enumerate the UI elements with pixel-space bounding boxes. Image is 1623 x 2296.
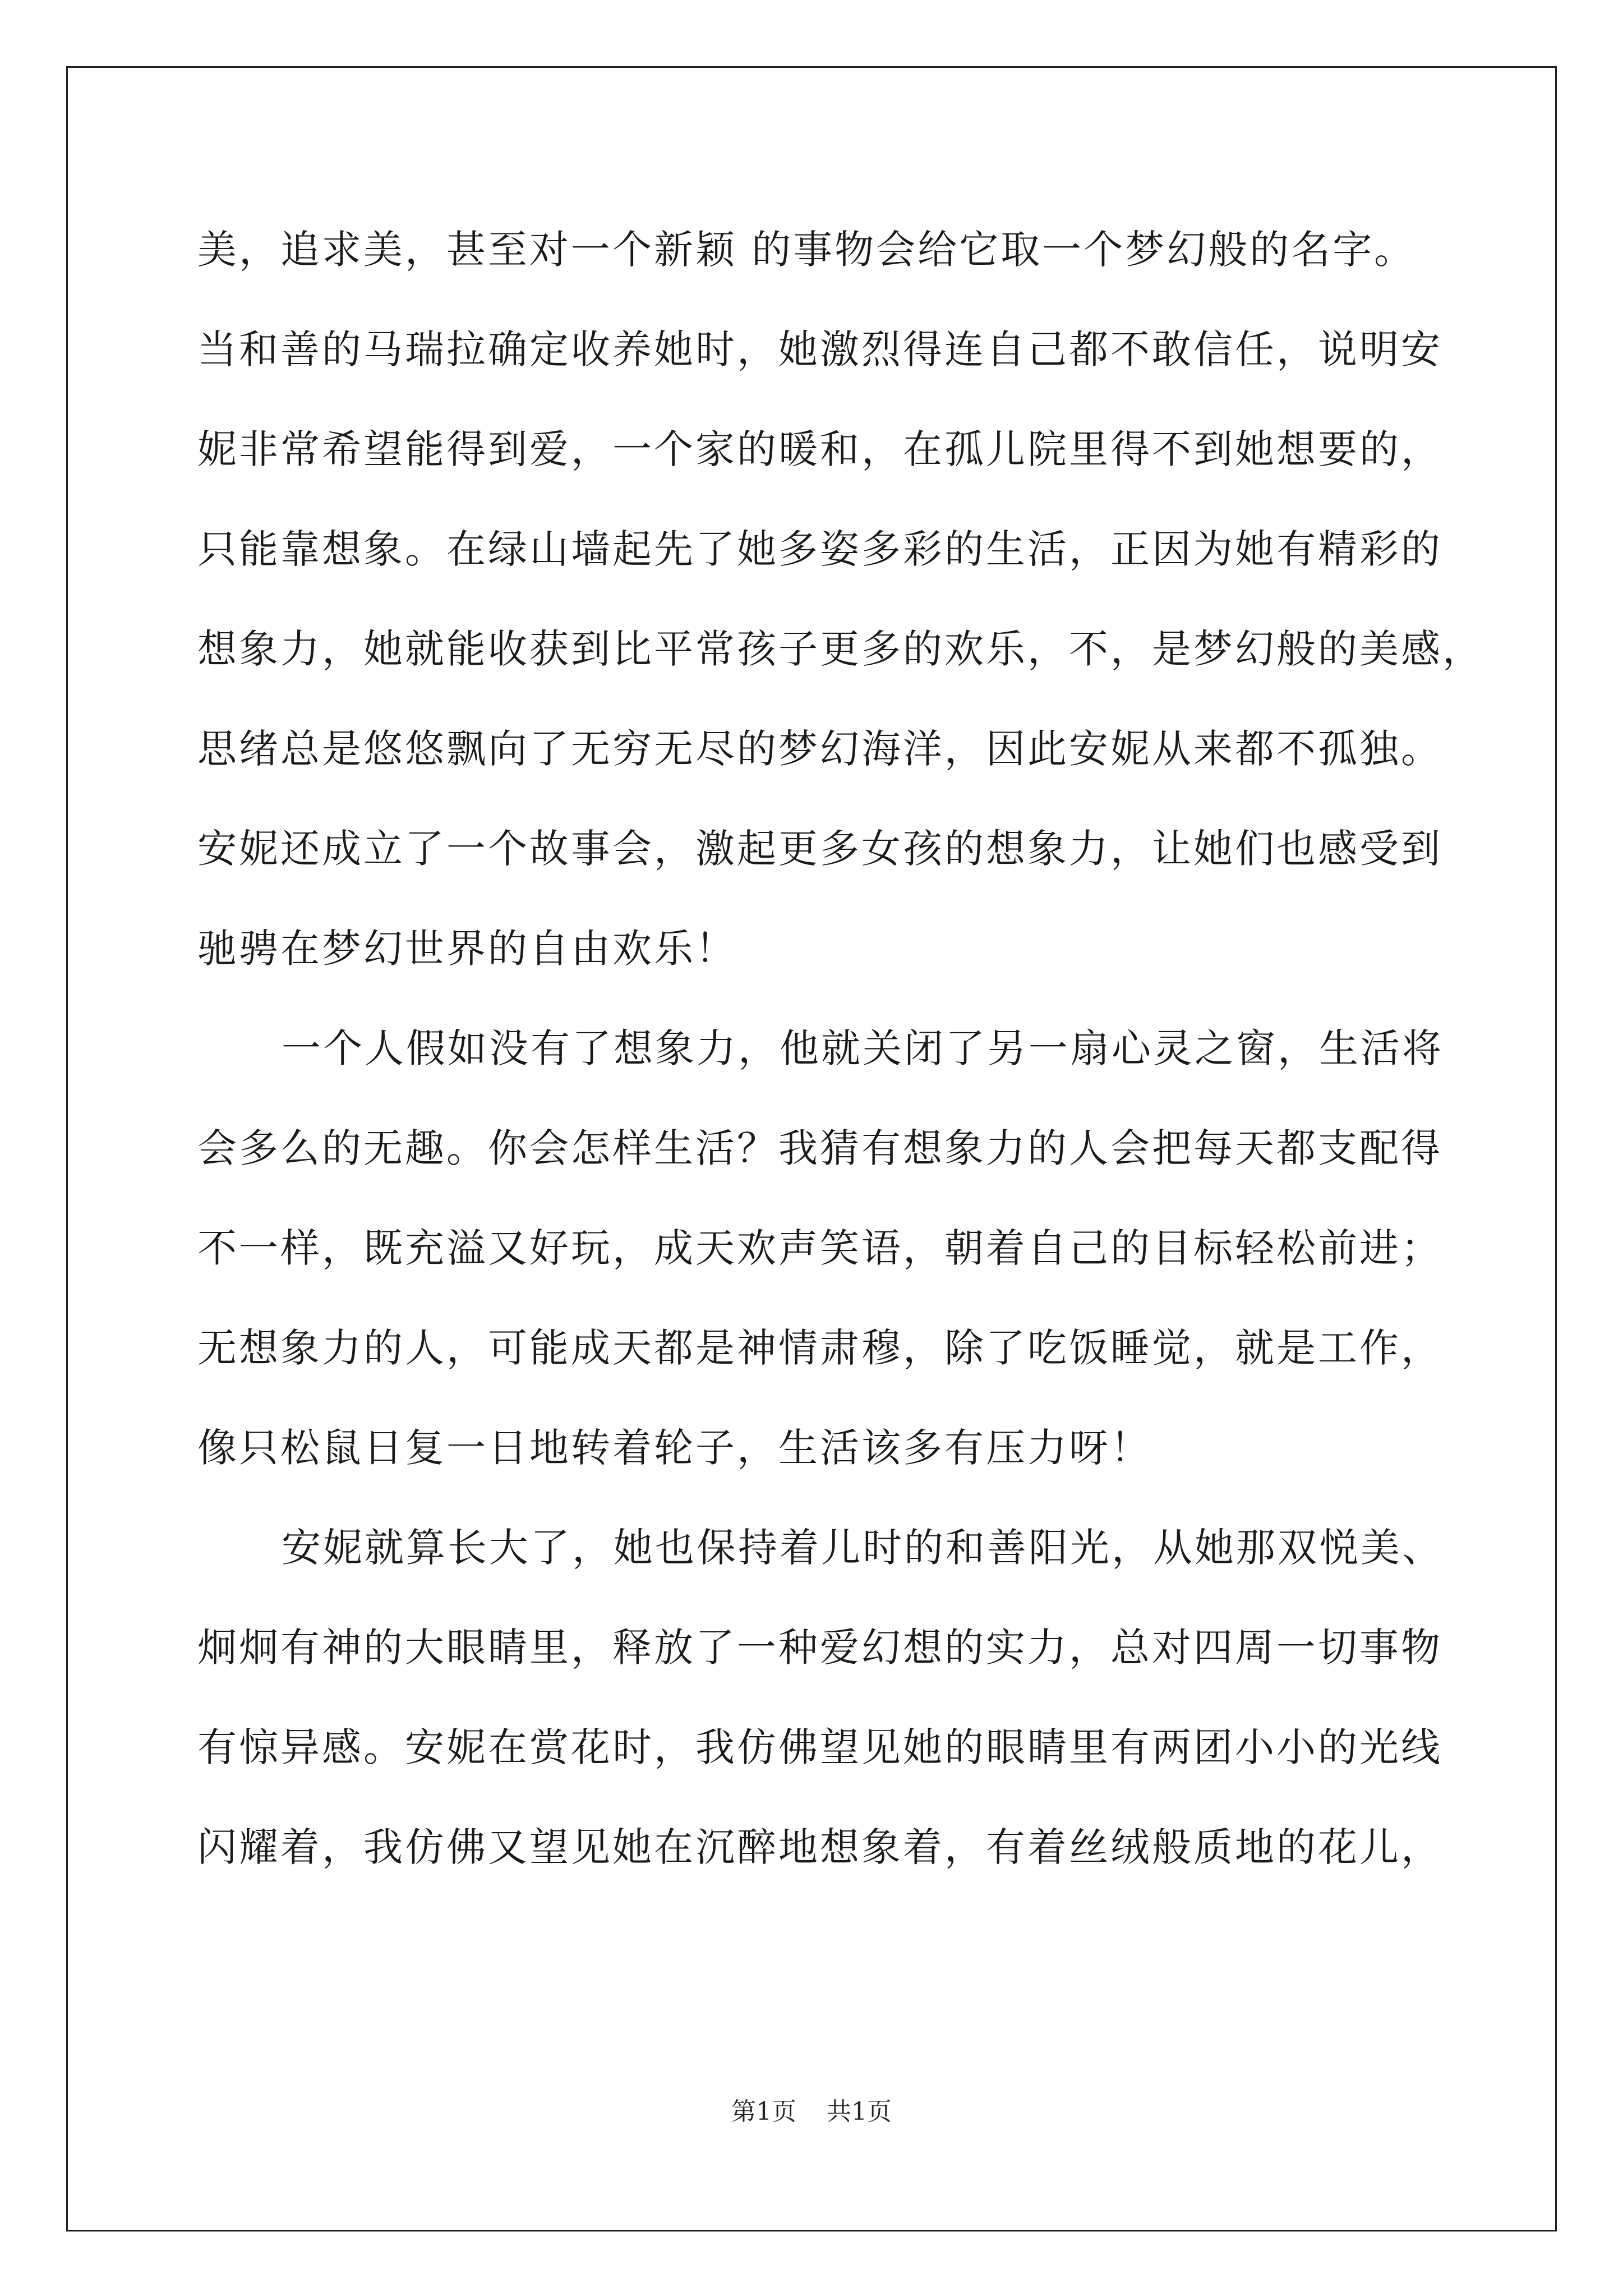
document-body (197, 222, 1484, 1919)
text-line: 美，追求美，甚至对一个新颖 的事物会给它取一个梦幻般的名字。 (197, 227, 1416, 273)
text-line: 妮非常希望能得到爱，一个家的暖和，在孤儿院里得不到她想要的， (197, 426, 1442, 472)
text-line: 安妮还成立了一个故事会，激起更多女孩的想象力，让她们也感受到 (197, 826, 1442, 872)
text-line: 当和善的马瑞拉确定收养她时，她激烈得连自己都不敢信任，说明安 (197, 326, 1442, 372)
text-line: 不一样，既充溢又好玩，成天欢声笑语，朝着自己的目标轻松前进； (197, 1225, 1442, 1271)
page-total: 共1页 (827, 2097, 892, 2126)
text-line: 只能靠想象。在绿山墙起先了她多姿多彩的生活，正因为她有精彩的 (197, 526, 1442, 572)
text-line: 思绪总是悠悠飘向了无穷无尽的梦幻海洋，因此安妮从来都不孤独。 (197, 726, 1442, 772)
paragraph-start-line: 一个人假如没有了想象力，他就关闭了另一扇心灵之窗，生活将 (282, 1025, 1444, 1071)
text-line: 想象力，她就能收获到比平常孩子更多的欢乐，不，是梦幻般的美感， (197, 626, 1484, 672)
text-line: 会多么的无趣。你会怎样生活？我猜有想象力的人会把每天都支配得 (197, 1125, 1442, 1171)
text-line: 炯炯有神的大眼睛里，释放了一种爱幻想的实力，总对四周一切事物 (197, 1625, 1442, 1671)
page-footer (0, 2091, 1623, 2127)
text-line: 无想象力的人，可能成天都是神情肃穆，除了吃饭睡觉，就是工作， (197, 1325, 1442, 1371)
page-number: 第1页 (731, 2097, 796, 2126)
paragraph-start-line: 安妮就算长大了，她也保持着儿时的和善阳光，从她那双悦美、 (282, 1525, 1444, 1571)
text-line: 像只松鼠日复一日地转着轮子，生活该多有压力呀！ (197, 1425, 1152, 1471)
text-line: 驰骋在梦幻世界的自由欢乐！ (197, 926, 737, 972)
text-line: 闪耀着，我仿佛又望见她在沉醉地想象着，有着丝绒般质地的花儿， (197, 1824, 1442, 1870)
text-line: 有惊异感。安妮在赏花时，我仿佛望见她的眼睛里有两团小小的光线 (197, 1724, 1442, 1770)
